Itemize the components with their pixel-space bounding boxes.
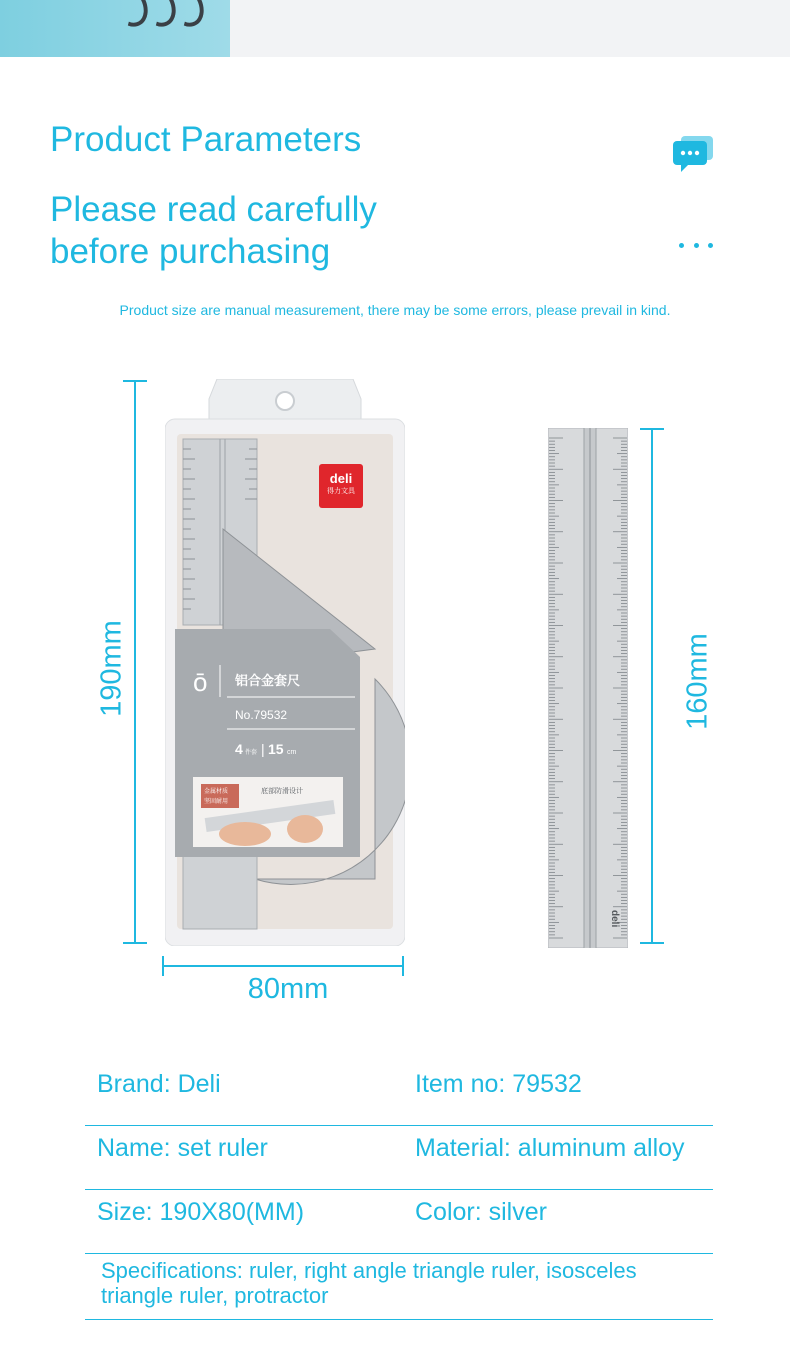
single-ruler-image bbox=[548, 428, 628, 948]
svg-text:|: | bbox=[261, 741, 265, 757]
dimension-line-height bbox=[134, 380, 136, 944]
ruler-drawing bbox=[548, 428, 628, 948]
svg-text:ō: ō bbox=[193, 667, 208, 697]
page-title: Product Parameters bbox=[50, 120, 362, 159]
spec-name: Name: set ruler bbox=[97, 1134, 268, 1162]
package-count-unit: 件套 bbox=[245, 749, 258, 756]
dimension-tick bbox=[123, 942, 147, 944]
specs-row bbox=[85, 1126, 713, 1190]
page-subtitle-line2: before purchasing bbox=[50, 232, 331, 271]
more-dots-icon bbox=[679, 243, 713, 251]
package-length-unit: cm bbox=[287, 749, 297, 756]
height-label-left: 190mm bbox=[95, 620, 128, 717]
package-length: 15 bbox=[268, 741, 284, 757]
package-count: 4 bbox=[235, 741, 243, 757]
spec-color: Color: silver bbox=[415, 1198, 547, 1226]
page-subtitle-line1: Please read carefully bbox=[50, 190, 377, 229]
deli-logo: deli 得力文具 bbox=[319, 464, 363, 508]
specs-table bbox=[85, 1062, 713, 1320]
spec-size: Size: 190X80(MM) bbox=[97, 1198, 305, 1226]
specs-row bbox=[85, 1254, 713, 1320]
ruler-set-package-image bbox=[165, 379, 405, 946]
specs-row bbox=[85, 1062, 713, 1126]
package-drawing bbox=[165, 379, 405, 946]
package-badge-line1: 金属材质 bbox=[204, 788, 229, 795]
dimension-line-height bbox=[651, 428, 653, 944]
spec-material: Material: aluminum alloy bbox=[415, 1134, 685, 1162]
specs-row bbox=[85, 1190, 713, 1254]
height-label-right: 160mm bbox=[681, 633, 714, 730]
package-badge-line2: 坚固耐用 bbox=[204, 798, 229, 805]
package-model-no: No.79532 bbox=[235, 708, 288, 722]
spec-item-no: Item no: 79532 bbox=[415, 1070, 582, 1098]
dimension-line-width bbox=[162, 965, 404, 967]
package-feature-text: 底部防滑设计 bbox=[261, 787, 303, 795]
spec-brand: Brand: Deli bbox=[97, 1070, 221, 1098]
dimension-tick bbox=[640, 942, 664, 944]
chat-bubbles-icon bbox=[673, 136, 713, 172]
measurement-note: Product size are manual measurement, there may be some errors, please prevail in kind. bbox=[119, 302, 671, 318]
dimension-tick bbox=[402, 956, 404, 976]
spec-specifications: Specifications: ruler, right angle triangle ruler, isosceles triangle ruler, protractor bbox=[101, 1258, 637, 1308]
top-banner-image bbox=[0, 0, 790, 57]
package-product-name: 铝合金套尺 bbox=[235, 674, 301, 689]
width-label-bottom: 80mm bbox=[247, 973, 329, 1005]
ruler-brand: deli bbox=[609, 910, 620, 928]
